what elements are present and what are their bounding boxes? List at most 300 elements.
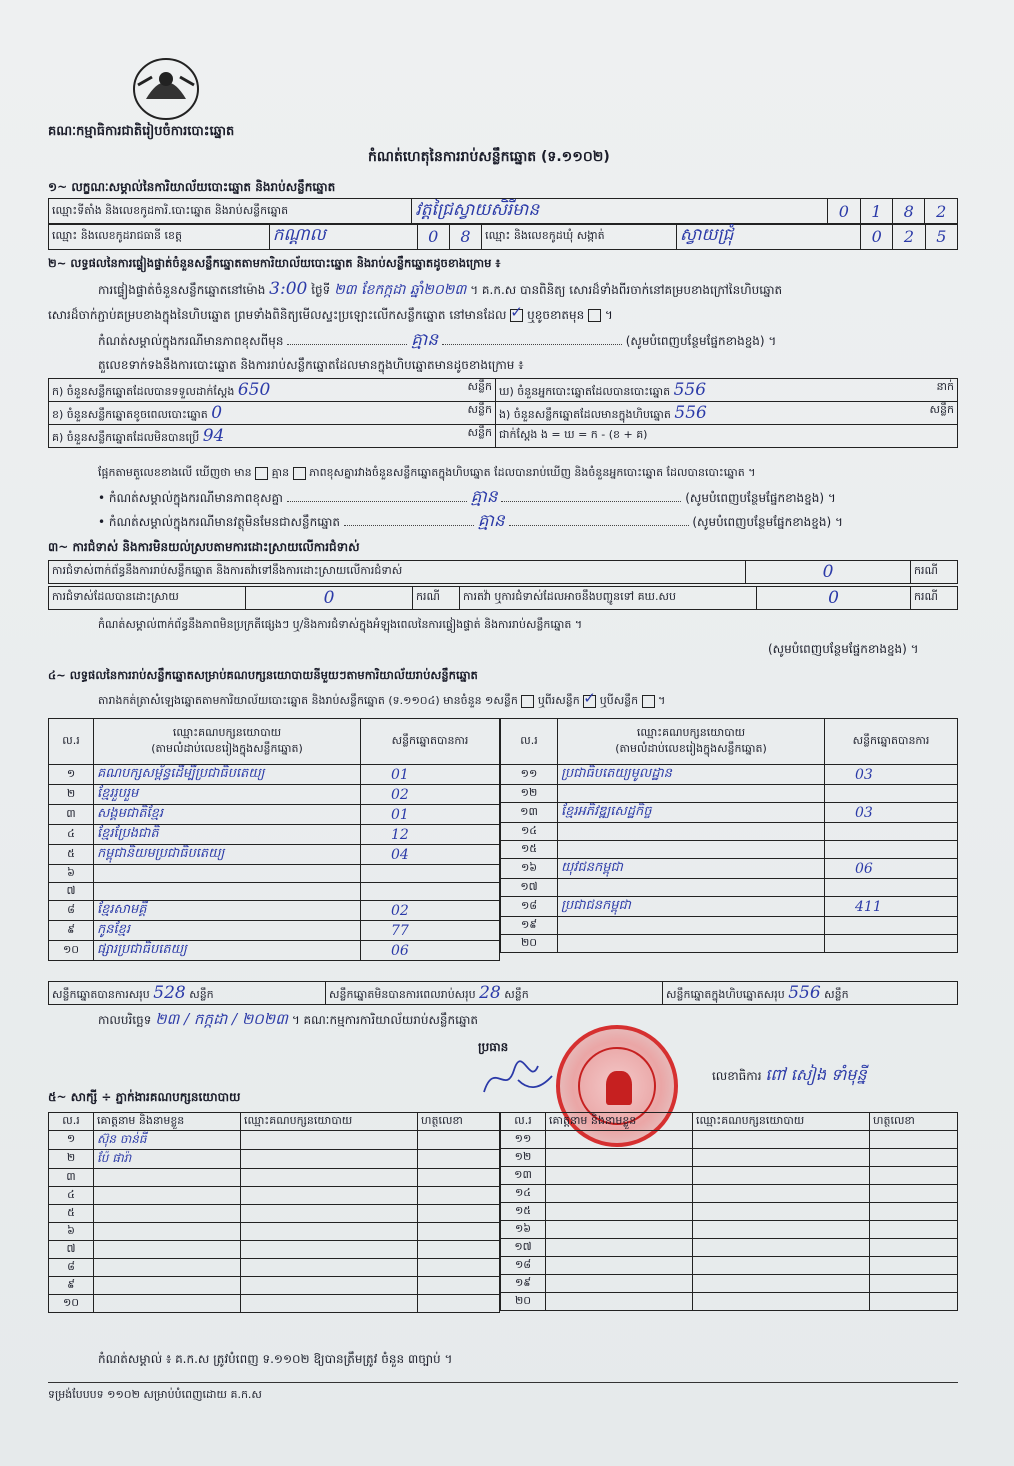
row-number: ២	[49, 785, 94, 805]
witness-party	[693, 1257, 870, 1275]
has-difference-checkbox[interactable]	[255, 467, 268, 480]
witness-party	[241, 1277, 418, 1295]
witness-signature	[418, 1259, 500, 1277]
witness-name	[94, 1295, 241, 1313]
case-label: ករណី	[911, 561, 958, 584]
seal-check-text: សោរដ៏ចាក់ភ្ជាប់គម្របខាងក្នុងនៃហិបឆ្នោត ព្រមទាំងពិនិត្យមើលស្ទះប្រឡោះលើកសន្លឹកឆ្នោត នៅមានដែល	[48, 308, 507, 322]
committee-label: ។ គណៈកម្មការការិយាល័យរាប់សន្លឹកឆ្នោត	[291, 1013, 478, 1027]
spoiled-value: 0	[211, 402, 223, 423]
col-no: ល.រ	[49, 1113, 94, 1131]
row-number: ៥	[49, 1205, 94, 1223]
witness-name	[94, 1259, 241, 1277]
witness-name: ស៊ុន ចាន់ធី	[94, 1131, 241, 1150]
province-commune-table	[48, 223, 958, 250]
table-row	[49, 785, 500, 805]
table-row	[49, 1205, 500, 1223]
party-name: ផ្សារប្រជាធិបតេយ្យ	[94, 941, 361, 961]
witness-party	[241, 1241, 418, 1259]
party-votes	[825, 841, 958, 859]
resolved-label: ការជំទាស់ដែលបានដោះស្រាយ	[49, 587, 246, 610]
table-row	[49, 1131, 500, 1150]
col-sign: ហត្ថលេខា	[870, 1113, 958, 1131]
witness-signature	[870, 1203, 958, 1221]
row-number: ៥	[49, 845, 94, 865]
witness-party	[241, 1131, 418, 1150]
party-name: ប្រជាជនកម្ពុជា	[558, 897, 825, 917]
results-table-left	[48, 718, 500, 961]
verification-text: ។ គ.ក.ស បានពិនិត្យ សោរដ៏ទាំងពីរចាក់នៅគម្របខាងក្រៅនៃហិបឆ្នោត	[470, 283, 783, 297]
irregularity-note: កំណត់សម្គាល់ពាក់ព័ន្ធនឹងភាពមិនប្រក្រតីផ្សេងៗ ឬ/និងការជំទាស់ក្នុងអំឡុងពេលនៃការផ្ទៀងផ្ទាត់ និងការរាប់សន្លឹកឆ្នោត ។	[98, 618, 583, 631]
commune-label: ឈ្មោះ និងលេខកូដឃុំ សង្កាត់	[482, 224, 677, 250]
row-number: ១១	[501, 765, 558, 785]
row-number: ៣	[49, 805, 94, 825]
party-votes: 03	[825, 765, 958, 785]
difference-note-line	[98, 330, 777, 350]
party-votes: 01	[361, 805, 500, 825]
table-row	[49, 805, 500, 825]
commune-code-digit: 5	[925, 224, 957, 250]
unit-label: សន្លឹក	[467, 379, 492, 393]
difference-line	[98, 466, 755, 480]
row-number: ៣	[49, 1169, 94, 1187]
party-votes: 06	[825, 859, 958, 879]
in-box-value: 556	[674, 402, 707, 423]
table-row	[501, 1275, 958, 1293]
row-number: ១៤	[501, 1185, 546, 1203]
party-votes	[825, 823, 958, 841]
table-row	[49, 883, 500, 901]
witness-signature	[870, 1293, 958, 1311]
col-party-sub: (តាមលំដាប់លេខរៀងក្នុងសន្លឹកឆ្នោត)	[151, 741, 303, 755]
station-code-digit: 2	[925, 199, 958, 225]
unused-label: គ) ចំនួនសន្លឹកឆ្នោតដែលមិនបានប្រើ	[52, 430, 200, 444]
table-row	[49, 1295, 500, 1313]
fill-hint: (សូមបំពេញបន្ថែមផ្នែកខាងខ្នង) ។	[692, 515, 843, 529]
row-number: ២	[49, 1150, 94, 1169]
damaged-label: ឬខូចខាតមុន	[527, 308, 585, 322]
witness-party	[693, 1221, 870, 1239]
party-votes: 411	[825, 897, 958, 917]
witness-signature	[418, 1131, 500, 1150]
province-label: ឈ្មោះ និងលេខកូដរាជធានី ខេត្ត	[49, 224, 270, 250]
party-votes: 02	[361, 785, 500, 805]
nec-emblem-icon	[130, 55, 202, 121]
total-invalid-value: 28	[479, 982, 501, 1003]
col-party: ឈ្មោះគណបក្សនយោបាយ	[693, 1113, 870, 1131]
bullet-difference-label: • កំណត់សម្គាល់ក្នុងករណីមានភាពខុសគ្នា	[98, 491, 283, 505]
row-number: ២០	[501, 935, 558, 953]
witness-signature	[870, 1275, 958, 1293]
party-votes	[825, 917, 958, 935]
row-number: ១៣	[501, 1167, 546, 1185]
col-party: ឈ្មោះគណបក្សនយោបាយ	[636, 725, 746, 739]
row-number: ៩	[49, 921, 94, 941]
col-votes: សន្លឹកឆ្នោតបានការ	[825, 719, 958, 765]
chair-signature-icon	[478, 1056, 558, 1100]
tally-sheet-line: តារាងកត់ត្រាសំឡេងឆ្នោតតាមការិយាល័យបោះឆ្នោត និងរាប់សន្លឹកឆ្នោត (ទ.១១០៤) មានចំនួន ១សន្លឹក ឬពីរសន្លឹក ✓ ឬបីសន្លឹក ។	[98, 694, 665, 708]
footer-divider	[48, 1382, 958, 1383]
unused-value: 94	[202, 425, 225, 446]
witness-signature	[870, 1185, 958, 1203]
witness-name	[546, 1149, 693, 1167]
row-number: ១៧	[501, 1239, 546, 1257]
witness-name	[94, 1205, 241, 1223]
witness-signature	[418, 1223, 500, 1241]
two-sheets-label: ឬពីរសន្លឹក	[537, 694, 580, 707]
witness-signature	[870, 1167, 958, 1185]
witness-signature	[418, 1150, 500, 1169]
row-number: ១៩	[501, 1275, 546, 1293]
signing-date-line	[98, 1012, 478, 1027]
witness-name	[546, 1167, 693, 1185]
col-sign: ហត្ថលេខា	[418, 1113, 500, 1131]
party-name	[94, 883, 361, 901]
signing-date-label: កាលបរិច្ឆេទ	[98, 1013, 152, 1027]
witness-party	[241, 1150, 418, 1169]
party-name	[558, 785, 825, 803]
party-name: ខ្មែររួបរួម	[94, 785, 361, 805]
row-number: ៧	[49, 1241, 94, 1259]
witness-party	[693, 1275, 870, 1293]
witness-name	[546, 1275, 693, 1293]
row-number: ១៧	[501, 879, 558, 897]
station-id-table	[48, 198, 958, 225]
one-sheet-checkbox[interactable]	[521, 695, 534, 708]
row-number: ៩	[49, 1277, 94, 1295]
witness-party	[241, 1169, 418, 1187]
witness-party	[693, 1239, 870, 1257]
row-number: ១៩	[501, 917, 558, 935]
party-name: សង្គមជាតិខ្មែរ	[94, 805, 361, 825]
party-votes	[361, 883, 500, 901]
table-row	[49, 1150, 500, 1169]
total-valid-label: សន្លឹកឆ្នោតបានការសរុប	[52, 987, 150, 1001]
table-row	[49, 765, 500, 785]
row-number: ១	[49, 765, 94, 785]
witness-name	[94, 1223, 241, 1241]
witness-party	[241, 1223, 418, 1241]
col-party-sub: (តាមលំដាប់លេខរៀងក្នុងសន្លឹកឆ្នោត)	[615, 741, 767, 755]
table-row	[501, 1221, 958, 1239]
bullet-difference-value: គ្មាន	[470, 487, 498, 507]
witness-signature	[418, 1295, 500, 1313]
row-number: ១៣	[501, 803, 558, 823]
row-number: ១៨	[501, 1257, 546, 1275]
section1-heading: ១~ លក្ខណៈសម្គាល់នៃការិយាល័យបោះឆ្នោត និងរាប់សន្លឹកឆ្នោត	[48, 180, 336, 194]
table-row	[501, 879, 958, 897]
tally-intro: តារាងកត់ត្រាសំឡេងឆ្នោតតាមការិយាល័យបោះឆ្នោត និងរាប់សន្លឹកឆ្នោត (ទ.១១០៤) មានចំនួន ១សន្លឹក	[98, 694, 518, 707]
witness-name	[94, 1241, 241, 1259]
table-row	[501, 823, 958, 841]
party-name: ខ្មែរប្រែងជាតិ	[94, 825, 361, 845]
witness-party	[241, 1205, 418, 1223]
escalated-value: 0	[757, 587, 911, 610]
witness-signature	[418, 1277, 500, 1295]
party-votes: 77	[361, 921, 500, 941]
table-row	[501, 917, 958, 935]
three-sheets-checkbox[interactable]	[642, 695, 655, 708]
table-row	[49, 865, 500, 883]
col-votes: សន្លឹកឆ្នោតបានការ	[361, 719, 500, 765]
table-row	[49, 845, 500, 865]
witness-name	[546, 1131, 693, 1149]
fill-hint: (សូមបំពេញបន្ថែមផ្នែកខាងខ្នង) ។	[768, 642, 919, 656]
witness-signature	[870, 1149, 958, 1167]
table-row	[49, 1187, 500, 1205]
table-row	[501, 1149, 958, 1167]
fill-hint: (សូមបំពេញបន្ថែមផ្នែកខាងខ្នង) ។	[625, 334, 777, 348]
table-row	[501, 803, 958, 823]
row-number: ៤	[49, 1187, 94, 1205]
intact-checkbox[interactable]	[510, 309, 523, 322]
row-number: ១៥	[501, 841, 558, 859]
difference-text: ផ្អែកតាមតួលេខខាងលើ ឃើញថា មាន	[98, 466, 252, 479]
table-row	[501, 1185, 958, 1203]
complaints-table	[48, 560, 958, 584]
commune-code-digit: 2	[893, 224, 925, 250]
table-row	[501, 841, 958, 859]
unit-label: សន្លឹក	[467, 402, 492, 416]
table-row	[501, 1293, 958, 1311]
row-number: ១១	[501, 1131, 546, 1149]
table-row	[501, 897, 958, 917]
row-number: ៨	[49, 901, 94, 921]
party-votes: 01	[361, 765, 500, 785]
col-party: ឈ្មោះគណបក្សនយោបាយ	[241, 1113, 418, 1131]
witness-name	[94, 1187, 241, 1205]
seal-check-line: សោរដ៏ចាក់ភ្ជាប់គម្របខាងក្នុងនៃហិបឆ្នោត ព្រមទាំងពិនិត្យមើលស្ទះប្រឡោះលើកសន្លឹកឆ្នោត នៅមានដែល ✓ ឬខូចខាតមុន ។	[48, 308, 613, 322]
witness-party	[693, 1185, 870, 1203]
row-number: ១២	[501, 785, 558, 803]
row-number: ៧	[49, 883, 94, 901]
col-no: ល.រ	[501, 1113, 546, 1131]
total-box-label: សន្លឹកឆ្នោតក្នុងហិបឆ្នោតសរុប	[666, 987, 785, 1001]
witness-name	[546, 1239, 693, 1257]
table-row	[49, 1169, 500, 1187]
witness-signature	[418, 1169, 500, 1187]
row-number: ៦	[49, 865, 94, 883]
row-number: ១៨	[501, 897, 558, 917]
witness-signature	[870, 1239, 958, 1257]
in-box-label: ង) ចំនួនសន្លឹកឆ្នោតដែលមានក្នុងហិបឆ្នោត	[499, 407, 671, 421]
row-number: ១៦	[501, 859, 558, 879]
voters-label: ឃ) ចំនួនអ្នកបោះឆ្នោតដែលបានបោះឆ្នោត	[499, 384, 671, 398]
commune-code-digit: 0	[861, 224, 893, 250]
unit-label: សន្លឹក	[504, 987, 529, 1001]
difference-text-2: ភាពខុសគ្នារវាងចំនួនសន្លឹកឆ្នោតក្នុងហិបឆ្នោត ដែលបានរាប់ឃើញ និងចំនួនអ្នកបោះឆ្នោត ដែលបានបោះឆ្នោត ។	[309, 466, 756, 479]
witness-signature	[870, 1257, 958, 1275]
table-row	[501, 1203, 958, 1221]
formula: ជាក់ស្ដែង ង = ឃ = ក - (ខ + គ)	[496, 425, 958, 448]
witness-party	[693, 1293, 870, 1311]
unit-label: សន្លឹក	[189, 987, 214, 1001]
two-sheets-checkbox[interactable]	[583, 695, 596, 708]
party-name	[558, 917, 825, 935]
secretary-line	[712, 1065, 867, 1084]
witness-name	[546, 1221, 693, 1239]
row-number: ១០	[49, 941, 94, 961]
damaged-checkbox[interactable]	[588, 309, 601, 322]
party-name	[558, 841, 825, 859]
party-name: ប្រជាធិបតេយ្យមូលដ្ឋាន	[558, 765, 825, 785]
witness-party	[693, 1167, 870, 1185]
witness-table-left	[48, 1112, 500, 1313]
witness-party	[693, 1131, 870, 1149]
totals-table	[48, 981, 958, 1005]
party-name: យុវជនកម្ពុជា	[558, 859, 825, 879]
province-name: កណ្ដាល	[269, 224, 417, 250]
unit-label: នាក់	[936, 379, 954, 393]
station-label: ឈ្មោះទីតាំង និងលេខកូដការិ.បោះឆ្នោត និងរាប់សន្លឹកឆ្នោត	[49, 199, 412, 225]
table-row	[49, 1259, 500, 1277]
escalated-label: ការតវ៉ា ឬការជំទាស់ដែលអាចនឹងបញ្ជូនទៅ គឃ.សប	[460, 587, 757, 610]
witness-name	[94, 1277, 241, 1295]
ballot-figures-table	[48, 378, 958, 448]
footer-form: ទម្រង់បែបបទ ១១០២ សម្រាប់បំពេញដោយ គ.ក.ស	[48, 1388, 262, 1401]
unit-label: សន្លឹក	[824, 987, 849, 1001]
witness-party	[241, 1259, 418, 1277]
witness-name	[546, 1185, 693, 1203]
spoiled-label: ខ) ចំនួនសន្លឹកឆ្នោតខូចពេលបោះឆ្នោត	[52, 407, 208, 421]
row-number: ១៦	[501, 1221, 546, 1239]
col-party: ឈ្មោះគណបក្សនយោបាយ	[172, 725, 282, 739]
party-votes	[825, 879, 958, 897]
org-name: គណៈកម្មាធិការជាតិរៀបចំការបោះឆ្នោត	[48, 124, 235, 139]
table-row	[501, 765, 958, 785]
figures-intro: តួលេខទាក់ទងនឹងការបោះឆ្នោត និងការរាប់សន្លឹកឆ្នោតដែលមានក្នុងហិបឆ្នោតមានដូចខាងក្រោម ៖	[98, 358, 524, 372]
total-box-value: 556	[788, 982, 821, 1003]
total-invalid-label: សន្លឹកឆ្នោតមិនបានការពេលរាប់សរុប	[329, 987, 476, 1001]
page-title: កំណត់ហេតុនៃការរាប់សន្លឹកឆ្នោត (ទ.១១០២)	[368, 149, 610, 165]
table-row	[49, 901, 500, 921]
party-name	[558, 823, 825, 841]
row-number: ១	[49, 1131, 94, 1150]
witness-signature	[418, 1205, 500, 1223]
party-votes: 04	[361, 845, 500, 865]
party-votes: 12	[361, 825, 500, 845]
bullet-foreign-object	[98, 511, 843, 531]
witness-name	[546, 1257, 693, 1275]
verification-line	[98, 279, 783, 299]
resolved-value: 0	[246, 587, 413, 610]
received-value: 650	[237, 379, 271, 400]
witness-party	[241, 1187, 418, 1205]
commune-name: ស្វាយជ្រុំ	[676, 224, 860, 250]
table-row	[501, 859, 958, 879]
party-votes: 06	[361, 941, 500, 961]
verification-date-label: ថ្ងៃទី	[311, 283, 331, 297]
party-votes	[825, 785, 958, 803]
table-row	[49, 921, 500, 941]
party-votes: 02	[361, 901, 500, 921]
station-code-digit: 8	[893, 199, 925, 225]
party-votes	[825, 935, 958, 953]
table-row	[49, 1223, 500, 1241]
table-row	[49, 825, 500, 845]
party-name: គណបក្សសម្ព័ន្ធដើម្បីប្រជាធិបតេយ្យ	[94, 765, 361, 785]
received-label: ក) ចំនួនសន្លឹកឆ្នោតដែលបានទទួលដាក់ស្ដែង	[52, 384, 235, 398]
witness-signature	[418, 1187, 500, 1205]
station-name: វត្តជ្រៃស្វាយសិរីមាន	[412, 199, 828, 225]
witness-name	[546, 1203, 693, 1221]
complaint-label: ការជំទាស់ពាក់ព័ន្ធនឹងការរាប់សន្លឹកឆ្នោត និងការតវ៉ាទៅនឹងការដោះស្រាយលើការជំទាស់	[49, 561, 746, 584]
footer-note: កំណត់សម្គាល់ ៖ គ.ក.ស ត្រូវបំពេញ ទ.១១០២ ឱ្យបានត្រឹមត្រូវ ចំនួន ៣ច្បាប់ ។	[98, 1352, 453, 1366]
party-votes	[361, 865, 500, 883]
voters-value: 556	[673, 379, 707, 400]
table-row	[501, 1239, 958, 1257]
witness-signature	[870, 1221, 958, 1239]
total-valid-value: 528	[153, 982, 186, 1003]
witness-party	[693, 1203, 870, 1221]
party-name	[558, 935, 825, 953]
witness-party	[693, 1149, 870, 1167]
section5-heading: ៥~ សាក្សី ÷ ភ្នាក់ងារគណបក្សនយោបាយ	[48, 1090, 241, 1104]
party-name: ខ្មែរសាមគ្គី	[94, 901, 361, 921]
party-name: ខ្មែរអភិវឌ្ឍសេដ្ឋកិច្ច	[558, 803, 825, 823]
chair-label: ប្រធាន	[478, 1040, 509, 1054]
row-number: ១៤	[501, 823, 558, 841]
row-number: ៤	[49, 825, 94, 845]
complaint-value: 0	[746, 561, 911, 584]
no-difference-label: គ្មាន	[271, 466, 290, 479]
difference-note-value: គ្មាន	[411, 330, 439, 350]
row-number: ១២	[501, 1149, 546, 1167]
witness-name	[94, 1169, 241, 1187]
row-number: ១០	[49, 1295, 94, 1313]
difference-note-label: កំណត់សម្គាល់ក្នុងករណីមានភាពខុសពីមុន	[98, 334, 284, 348]
table-row	[501, 935, 958, 953]
table-row	[49, 1241, 500, 1259]
row-number: ២០	[501, 1293, 546, 1311]
secretary-signature: ពៅ សៀង ទាំមុន្នី	[765, 1065, 867, 1084]
table-row	[501, 1167, 958, 1185]
station-code-digit: 1	[860, 199, 892, 225]
section2-heading: ២~ លទ្ធផលនៃការផ្ទៀងផ្ទាត់ចំនួនសន្លឹកឆ្នោតតាមការិយាល័យបោះឆ្នោត និងរាប់សន្លឹកឆ្នោតដូចខាងក្រោម ៖	[48, 256, 501, 270]
section3-heading: ៣~ ការជំទាស់ និងការមិនយល់ស្របតាមការដោះស្រាយលើការជំទាស់	[48, 540, 360, 554]
table-row	[501, 785, 958, 803]
province-code-digit: 8	[449, 224, 481, 250]
resolved-table	[48, 586, 958, 610]
party-name: កម្ពុជានិយមប្រជាធិបតេយ្យ	[94, 845, 361, 865]
col-name: គោត្តនាម និងនាមខ្លួន	[546, 1113, 693, 1131]
verification-time: 3:00	[269, 279, 308, 299]
witness-name: ប៉ែ ផារ៉ា	[94, 1150, 241, 1169]
secretary-label: លេខាធិការ	[712, 1069, 762, 1083]
table-row	[49, 941, 500, 961]
witness-party	[241, 1295, 418, 1313]
section4-heading: ៤~ លទ្ធផលនៃការរាប់សន្លឹកឆ្នោតសម្រាប់គណបក្សនយោបាយនីមួយៗតាមការិយាល័យរាប់សន្លឹកឆ្នោត	[48, 668, 478, 682]
witness-signature	[870, 1131, 958, 1149]
party-name	[94, 865, 361, 883]
no-difference-checkbox[interactable]	[293, 467, 306, 480]
verification-date: ២៣ ខែកក្កដា ឆ្នាំ២០២៣	[334, 282, 467, 298]
party-name	[558, 879, 825, 897]
col-no: ល.រ	[49, 719, 94, 765]
witness-signature	[418, 1241, 500, 1259]
results-table-right	[500, 718, 958, 953]
witness-table-right	[500, 1112, 958, 1311]
witness-name	[546, 1293, 693, 1311]
station-code-digit: 0	[828, 199, 860, 225]
province-code-digit: 0	[417, 224, 449, 250]
party-name: កូនខ្មែរ	[94, 921, 361, 941]
row-number: ៨	[49, 1259, 94, 1277]
fill-hint: (សូមបំពេញបន្ថែមផ្នែកខាងខ្នង) ។	[685, 491, 836, 505]
table-row	[49, 1277, 500, 1295]
bullet-foreign-label: • កំណត់សម្គាល់ក្នុងករណីមានវត្ថុមិនមែនជាសន្លឹកឆ្នោត	[98, 515, 341, 529]
col-no: ល.រ	[501, 719, 558, 765]
three-sheets-label: ឬបីសន្លឹក	[599, 694, 639, 707]
